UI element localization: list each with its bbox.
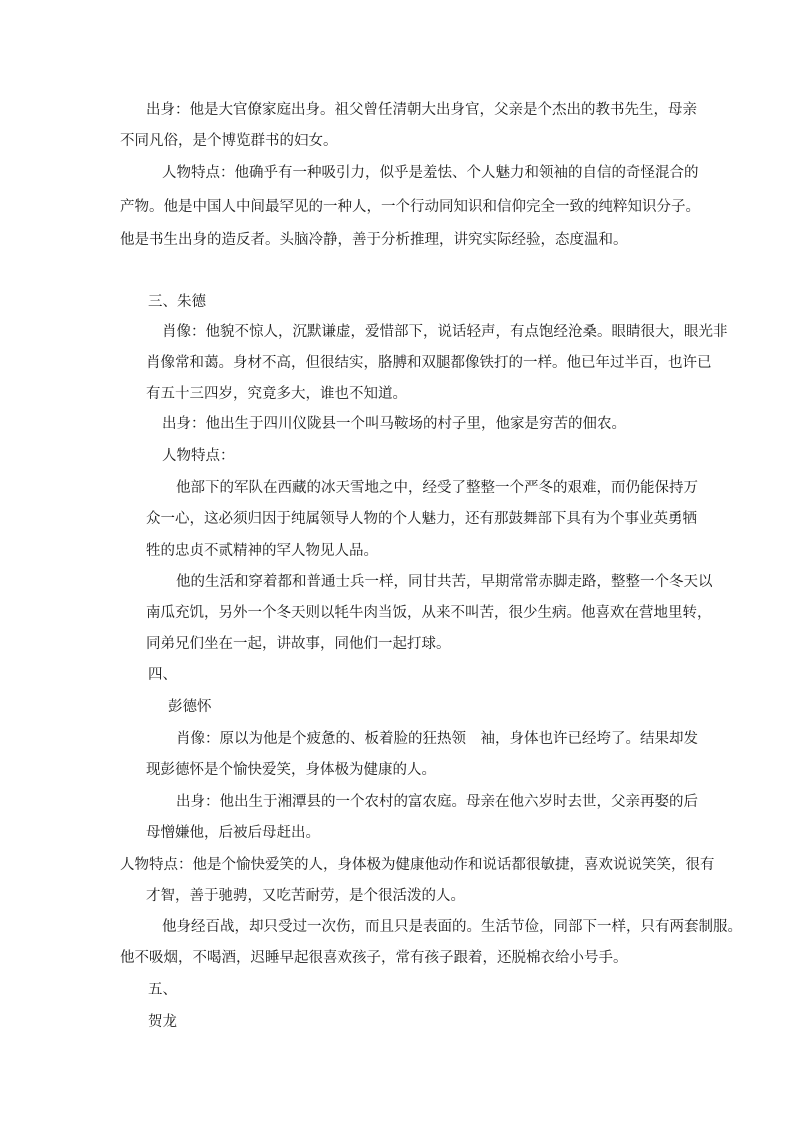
- zhu-traits-p1-line-2: 众一心，这必须归因于纯属领导人物的个人魅力，还有那鼓舞部下具有为个事业英勇牺: [146, 511, 697, 527]
- section-number-five: 五、: [148, 982, 177, 998]
- origin-paragraph-line-1: 出身：他是大官僚家庭出身。祖父曾任清朝大出身官，父亲是个杰出的教书先生，母亲: [146, 102, 697, 118]
- section-heading-zhu-de: 三、朱德: [148, 294, 206, 310]
- traits-paragraph-line-1: 人物特点：他确乎有一种吸引力，似乎是羞怯、个人魅力和领袖的自信的奇怪混合的: [162, 165, 699, 181]
- traits-paragraph-line-3: 他是书生出身的造反者。头脑冷静，善于分析推理，讲究实际经验，态度温和。: [120, 232, 628, 248]
- peng-life-line-2: 他不吸烟，不喝酒，迟睡早起很喜欢孩子，常有孩子跟着，还脱棉衣给小号手。: [120, 950, 628, 966]
- section-number-four: 四、: [148, 667, 177, 683]
- peng-origin-line-2: 母憎嫌他，后被后母赶出。: [146, 825, 320, 841]
- zhu-traits-p2-line-2: 南瓜充饥，另外一个冬天则以牦牛肉当饭，从来不叫苦，很少生病。他喜欢在营地里转，: [146, 605, 712, 621]
- zhu-portrait-line-1: 肖像：他貌不惊人，沉默谦虚，爱惜部下，说话轻声，有点饱经沧桑。眼睛很大，眼光非: [162, 324, 728, 340]
- peng-traits-line-1: 人物特点：他是个愉快爱笑的人，身体极为健康他动作和说话都很敏捷，喜欢说说笑笑，很有: [120, 857, 715, 873]
- peng-life-line-1: 他身经百战，却只受过一次伤，而且只是表面的。生活节俭，同部下一样，只有两套制服。: [162, 919, 742, 935]
- peng-origin-line-1: 出身：他出生于湘潭县的一个农村的富农庭。母亲在他六岁时去世，父亲再娶的后: [176, 794, 698, 810]
- zhu-traits-p1-line-3: 牲的忠贞不贰精神的罕人物见人品。: [146, 543, 378, 559]
- zhu-origin-line: 出身：他出生于四川仪陇县一个叫马鞍场的村子里，他家是穷苦的佃农。: [162, 416, 626, 432]
- zhu-traits-p2-line-1: 他的生活和穿着都和普通士兵一样，同甘共苦，早期常常赤脚走路，整整一个冬天以: [176, 574, 713, 590]
- peng-traits-line-2: 才智，善于驰骋，又吃苦耐劳，是个很活泼的人。: [146, 888, 465, 904]
- zhu-traits-label: 人物特点：: [162, 448, 235, 464]
- zhu-traits-p1-line-1: 他部下的军队在西藏的冰天雪地之中，经受了整整一个严冬的艰难，而仍能保持万: [176, 480, 698, 496]
- zhu-traits-p2-line-3: 同弟兄们坐在一起，讲故事，同他们一起打球。: [146, 636, 451, 652]
- section-heading-peng-dehuai: 彭德怀: [168, 699, 212, 715]
- origin-paragraph-line-2: 不同凡俗，是个博览群书的妇女。: [120, 133, 338, 149]
- section-heading-he-long: 贺龙: [148, 1014, 177, 1030]
- peng-portrait-line-1: 肖像：原以为他是个疲惫的、板着脸的狂热领 袖，身体也许已经垮了。结果却发: [176, 731, 698, 747]
- zhu-portrait-line-3: 有五十三四岁，究竟多大，谁也不知道。: [146, 386, 407, 402]
- zhu-portrait-line-2: 肖像常和蔼。身材不高，但很结实，胳膊和双腿都像铁打的一样。他已年过半百，也许已: [146, 355, 712, 371]
- traits-paragraph-line-2: 产物。他是中国人中间最罕见的一种人，一个行动同知识和信仰完全一致的纯粹知识分子。: [120, 199, 700, 215]
- peng-portrait-line-2: 现彭德怀是个愉快爱笑，身体极为健康的人。: [146, 762, 436, 778]
